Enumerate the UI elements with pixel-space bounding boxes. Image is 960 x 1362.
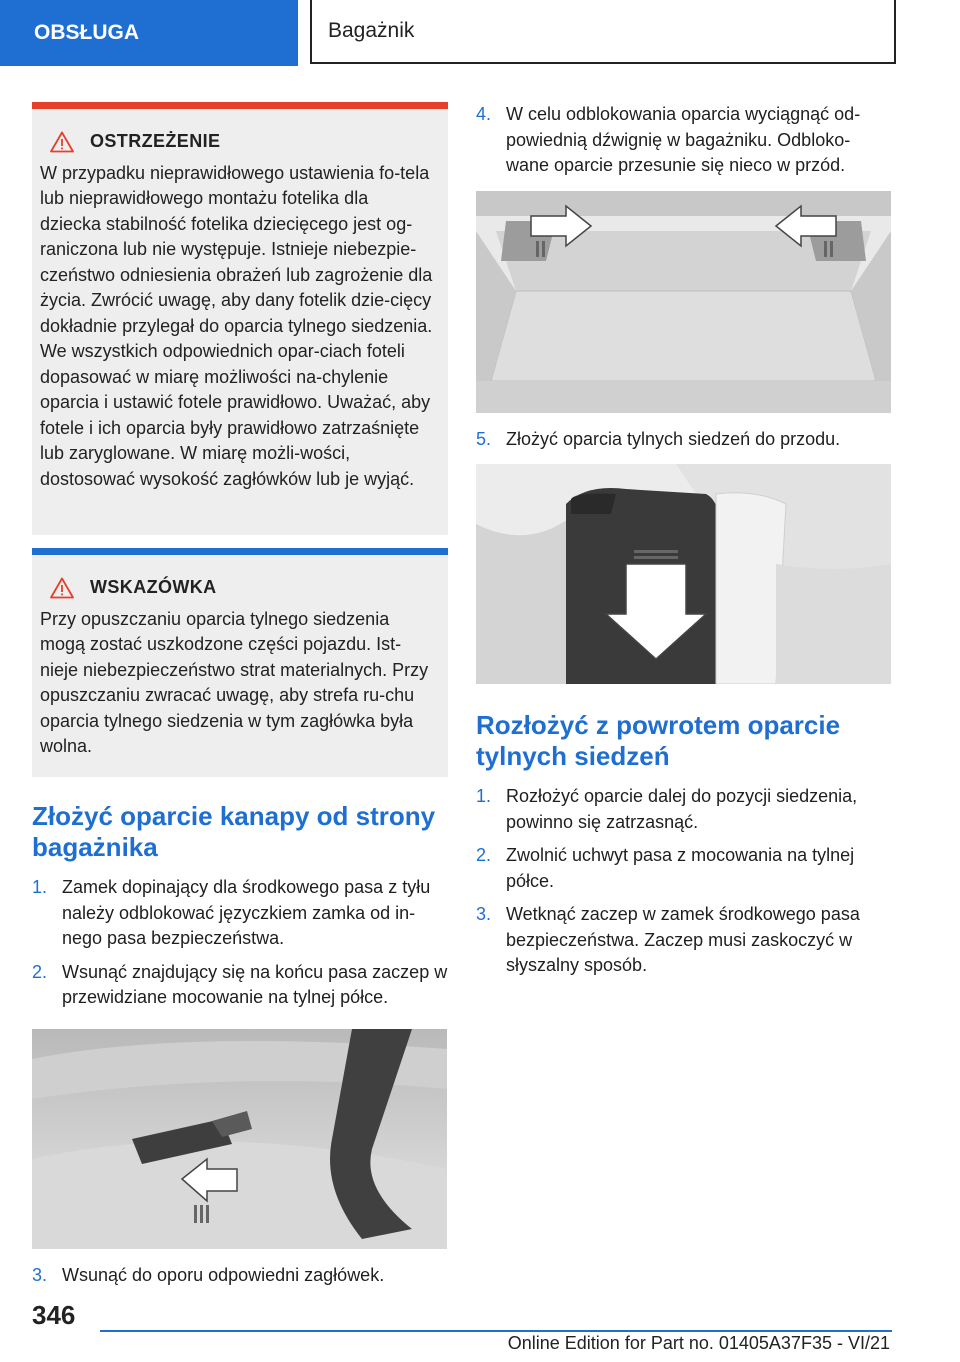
list-item <box>476 784 892 835</box>
list-item <box>476 902 892 979</box>
step-number: 2. <box>476 845 492 865</box>
step-text: Rozłożyć oparcie dalej do pozycji siedzenia, powinno się zatrzasnąć. <box>506 786 858 832</box>
step-text: Wsunąć do oporu odpowiedni zagłówek. <box>62 1264 385 1285</box>
step-number: 2. <box>32 961 48 982</box>
list-item <box>476 427 892 453</box>
warning-triangle-icon <box>50 577 74 599</box>
fold-steps-list <box>32 875 448 1011</box>
note-box <box>32 548 448 777</box>
step-number: 1. <box>476 786 492 806</box>
section-tab-label: OBSŁUGA <box>34 21 139 44</box>
right-column <box>476 102 892 987</box>
step-text: Zamek dopinający dla środkowego pasa z tyłu należy odblokować języczkiem zamka od in-nego pasa bezpieczeństwa. <box>62 877 431 948</box>
seat-fold-illustration <box>476 464 891 684</box>
fold-steps-list-cont <box>32 1263 448 1289</box>
step-number: 4. <box>476 104 492 124</box>
list-item <box>32 960 448 1011</box>
warning-box <box>32 102 448 535</box>
note-title <box>40 575 434 601</box>
warning-body: W przypadku nieprawidłowego ustawienia fo-tela lub nieprawidłowego montażu fotelika dla dziecka stabilność fotelika dziecięcego jest og-raniczona lub nie występuje. Istnieje niebezpie-czeństwo odniesienia obrażeń lub zagrożenie dla życia. Zwrócić uwagę, aby dany fotelik dzie-cięcy dokładnie przylegał do oparcia tylnego siedzenia. We wszystkich odpowiednich opar-ciach foteli dopasować w miarę możliwości na-chylenie oparcia i ustawić fotele prawidłowo. Uważać, aby fotele i ich oparcia były prawidłowo zatrzaśnięte lub zaryglowane. W miarę możli-wości, dostosować wysokość zagłówków lub je wyjąć. <box>40 162 433 489</box>
footer-edition: Online Edition for Part no. 01405A37F35 - VI/21 <box>507 1333 890 1353</box>
footer-divider <box>100 1330 892 1332</box>
step-text: Zwolnić uchwyt pasa z mocowania na tylnej półce. <box>506 845 855 891</box>
fold-steps-list-right2 <box>476 427 892 453</box>
unfold-section-title: Rozłożyć z powrotem oparcie tylnych siedzeń <box>476 710 841 771</box>
step-text: Złożyć oparcia tylnych siedzeń do przodu. <box>506 428 841 449</box>
list-item <box>476 102 892 179</box>
step-number: 1. <box>32 877 48 897</box>
list-item <box>476 843 892 894</box>
belt-latch-illustration <box>32 1029 447 1249</box>
chapter-title-label: Bagażnik <box>328 19 415 42</box>
step-number: 5. <box>476 428 492 449</box>
note-title-text: WSKAZÓWKA <box>90 577 217 597</box>
step-text: W celu odblokowania oparcia wyciągnąć od-powiednią dźwignię w bagażniku. Odbloko-wane oparcie przesunie się nieco w przód. <box>506 104 861 175</box>
section-tab[interactable] <box>0 0 298 66</box>
warning-title <box>40 129 434 155</box>
chapter-title <box>310 0 896 64</box>
unfold-steps-list <box>476 784 892 979</box>
fold-steps-list-right <box>476 102 892 179</box>
step-text: Wsunąć znajdujący się na końcu pasa zaczep w przewidziane mocowanie na tylnej półce. <box>62 961 448 1007</box>
note-body: Przy opuszczaniu oparcia tylnego siedzenia mogą zostać uszkodzone części pojazdu. Ist-nieje niebezpieczeństwo strat materialnych. Przy opuszczaniu zwracać uwagę, aby strefa ru-chu oparcia tylnego siedzenia w tym zagłówka była wolna. <box>40 608 429 756</box>
left-column <box>32 102 448 1296</box>
list-item <box>32 1263 448 1289</box>
warning-title-text: OSTRZEŻENIE <box>90 131 221 151</box>
fold-section-title: Złożyć oparcie kanapy od strony bagażnika <box>32 801 436 862</box>
trunk-levers-illustration <box>476 191 891 413</box>
step-number: 3. <box>476 904 492 924</box>
step-text: Wetknąć zaczep w zamek środkowego pasa bezpieczeństwa. Zaczep musi zaskoczyć w słyszalny sposób. <box>506 904 860 975</box>
step-number: 3. <box>32 1264 48 1285</box>
warning-triangle-icon <box>50 131 74 153</box>
list-item <box>32 875 448 952</box>
page-number: 346 <box>32 1300 76 1330</box>
